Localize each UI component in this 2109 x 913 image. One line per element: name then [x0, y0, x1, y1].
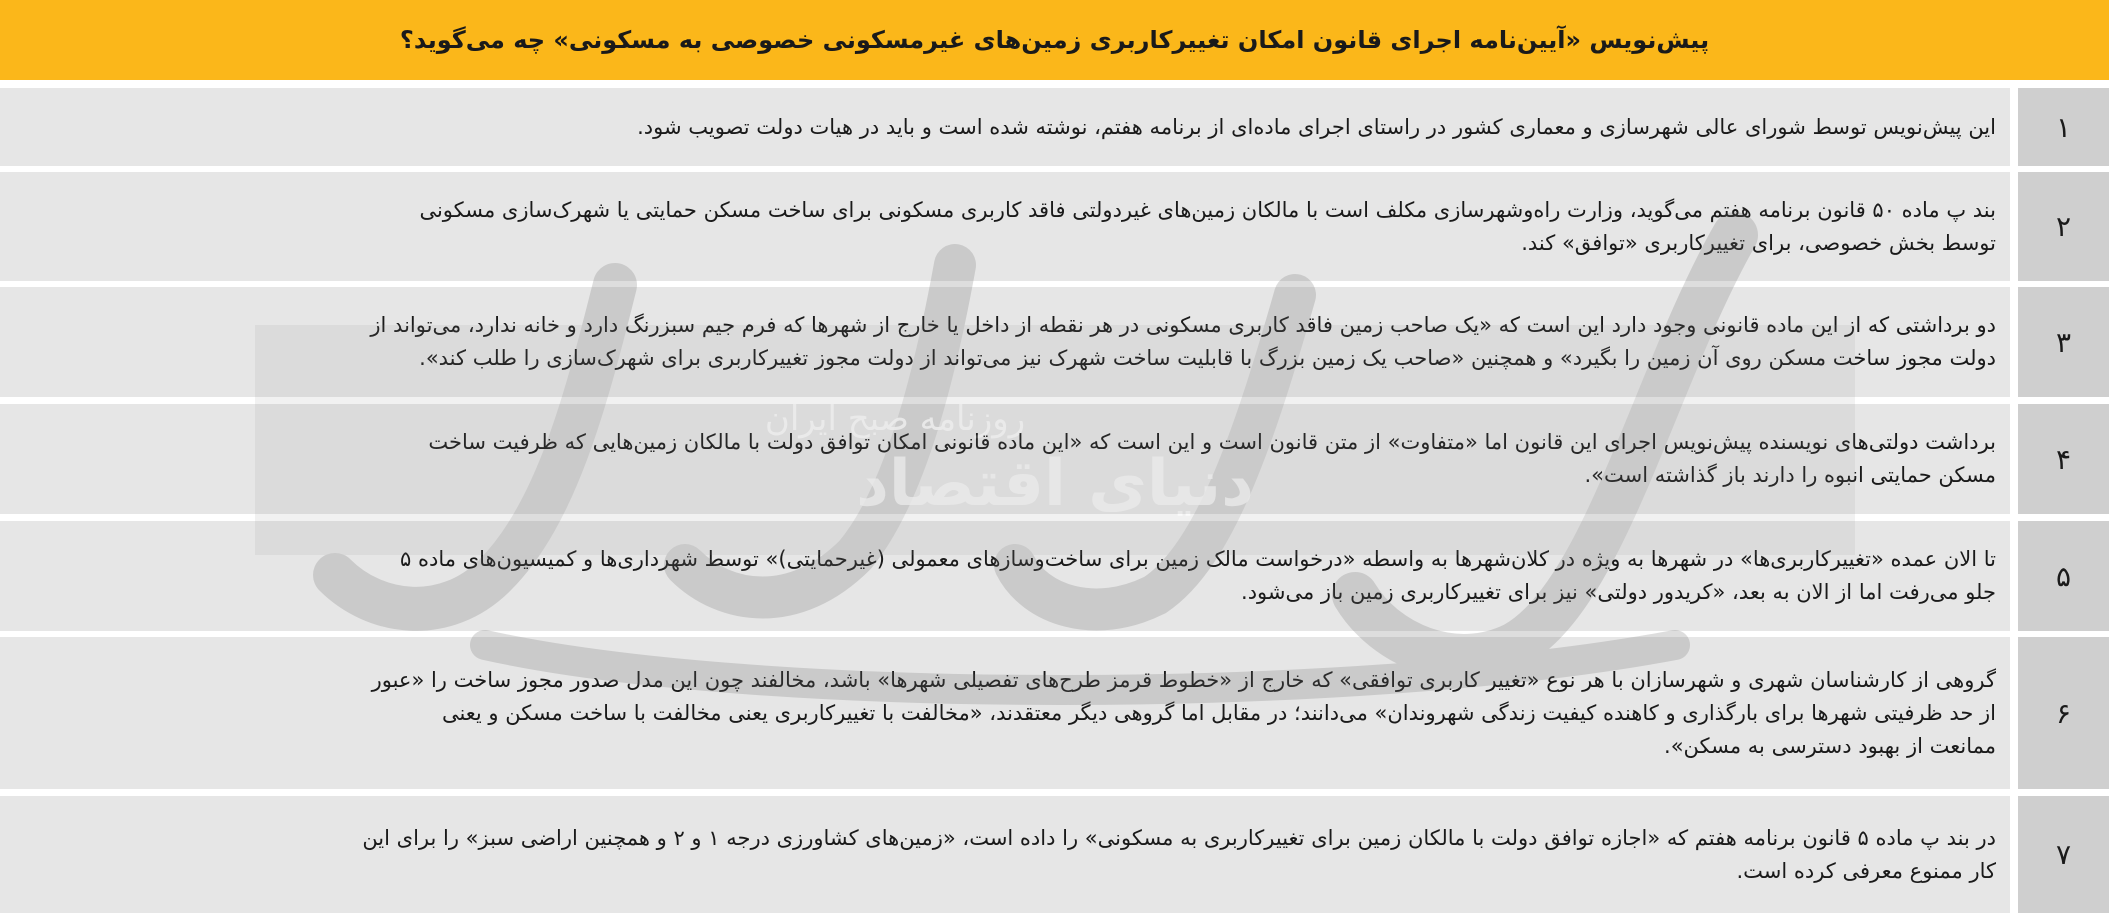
row-text-cell	[0, 521, 2010, 631]
row-number: ۳	[2018, 287, 2109, 397]
row-text-line: توسط بخش خصوصی، برای تغییرکاربری «توافق» کند.	[1521, 230, 1996, 255]
page-title: پیش‌نویس «آیین‌نامه اجرای قانون امکان تغییرکاربری زمین‌های غیرمسکونی خصوصی به مسکونی» چه می‌گوید؟	[399, 26, 1710, 54]
table-row	[0, 637, 2109, 789]
header-bar	[0, 0, 2109, 80]
row-text-line: این پیش‌نویس توسط شورای عالی شهرسازی و معماری کشور در راستای اجرای ماده‌ای از برنامه هفتم، نوشته شده است و باید در هیات دولت تصویب شود.	[637, 114, 1996, 139]
row-text-line: دولت مجوز ساخت مسکن روی آن زمین را بگیرد» و همچنین «صاحب یک زمین بزرگ با قابلیت ساخت شهرک نیز می‌تواند از دولت مجوز تغییرکاربری برای شهرک‌سازی را طلب کند».	[419, 346, 1996, 370]
row-text-cell	[0, 637, 2010, 789]
row-text-line: دو برداشتی که از این ماده قانونی وجود دارد این است که «یک صاحب زمین فاقد کاربری مسکونی در هر نقطه از داخل یا خارج از شهرها که فرم جیم سبزرنگ دارد و خانه ندارد، می‌تواند از	[370, 313, 1996, 337]
row-text-cell	[0, 287, 2010, 397]
table-row	[0, 404, 2109, 514]
row-text-line: از حد ظرفیتی شهرها برای بارگذاری و کاهنده کیفیت زندگی شهروندان» می‌دانند؛ در مقابل اما گروهی دیگر معتقدند، «مخالفت با تغییرکاربری یعنی مخالفت با ساخت مسکن و یعنی	[441, 700, 1996, 725]
table-row	[0, 521, 2109, 631]
row-number: ۶	[2018, 637, 2109, 789]
row-number: ۵	[2018, 521, 2109, 631]
row-text-cell	[0, 404, 2010, 514]
row-text-cell	[0, 796, 2010, 913]
row-text-line: کار ممنوع معرفی کرده است.	[1736, 858, 1996, 883]
row-number: ۱	[2018, 88, 2109, 166]
row-text-line: ممانعت از بهبود دسترسی به مسکن».	[1664, 733, 1996, 758]
row-text-cell	[0, 172, 2010, 281]
row-number: ۲	[2018, 172, 2109, 281]
table-row	[0, 796, 2109, 913]
row-number: ۷	[2018, 796, 2109, 913]
row-text-line: جلو می‌رفت اما از الان به بعد، «کریدور دولتی» نیز برای تغییرکاربری زمین باز می‌شود.	[1241, 580, 1996, 604]
row-text-line: در بند پ ماده ۵ قانون برنامه هفتم که «اجازه توافق دولت با مالکان زمین برای تغییرکاربری به مسکونی» را داده است، «زمین‌های کشاورزی درجه ۱ و ۲ و همچنین اراضی سبز» را برای این	[362, 825, 1996, 850]
table-row	[0, 287, 2109, 397]
row-text-line: برداشت دولتی‌های نویسنده پیش‌نویس اجرای این قانون اما «متفاوت» از متن قانون است و این است که «این ماده قانونی امکان توافق دولت با مالکان زمین‌هایی که ظرفیت ساخت	[428, 430, 1996, 454]
row-text-line: تا الان عمده «تغییرکاربری‌ها» در شهرها به ویژه در کلان‌شهرها به واسطه «درخواست مالک زمین برای ساخت‌وسازهای معمولی (غیرحمایتی)» توسط شهرداری‌ها و کمیسیون‌های ماده ۵	[400, 547, 1996, 571]
row-text-line: مسکن حمایتی انبوه را دارند باز گذاشته است».	[1584, 463, 1996, 487]
table-row	[0, 88, 2109, 166]
row-number: ۴	[2018, 404, 2109, 514]
row-text-line: بند پ ماده ۵۰ قانون برنامه هفتم می‌گوید، وزارت راه‌وشهرسازی مکلف است با مالکان زمین‌های غیردولتی فاقد کاربری مسکونی برای ساخت مسکن حمایتی یا شهرک‌سازی مسکونی	[419, 197, 1996, 222]
row-text-cell	[0, 88, 2010, 166]
row-text-line: گروهی از کارشناسان شهری و شهرسازان با هر نوع «تغییر کاربری توافقی» که خارج از «خطوط قرمز طرح‌های تفصیلی شهرها» باشد، مخالفند چون این مدل صدور مجوز ساخت را «عبور	[371, 667, 1996, 692]
table-row	[0, 172, 2109, 281]
